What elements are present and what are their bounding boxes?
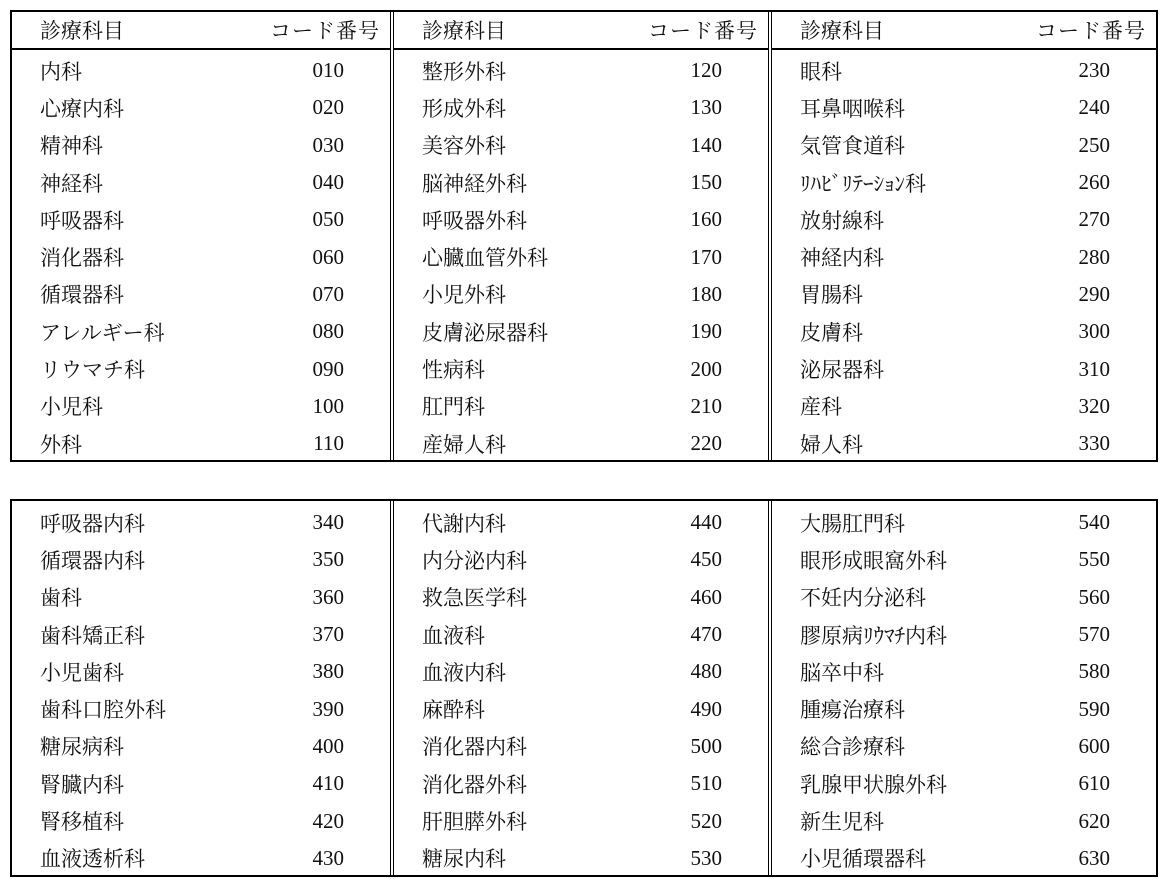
department-name: 婦人科 xyxy=(800,432,863,457)
table-row xyxy=(394,350,768,387)
table-row xyxy=(394,840,768,877)
department-code: 540 xyxy=(1078,510,1110,535)
table-row xyxy=(772,653,1156,690)
department-code: 400 xyxy=(312,733,344,758)
department-code: 510 xyxy=(690,771,722,796)
department-code: 310 xyxy=(1078,356,1110,381)
department-code: 160 xyxy=(690,207,722,232)
table-row xyxy=(772,238,1156,275)
department-name: 産科 xyxy=(800,395,842,420)
department-code: 370 xyxy=(312,622,344,647)
table-row xyxy=(12,164,390,201)
department-code-table-2 xyxy=(10,499,1158,877)
department-name: 循環器内科 xyxy=(40,548,145,573)
department-name: 精神科 xyxy=(40,134,103,159)
department-name: 歯科矯正科 xyxy=(40,623,145,648)
table-row xyxy=(394,541,768,578)
department-code: 590 xyxy=(1078,696,1110,721)
table-row xyxy=(12,840,390,877)
department-code: 340 xyxy=(312,510,344,535)
department-name: 呼吸器外科 xyxy=(422,208,527,233)
table-row xyxy=(772,164,1156,201)
department-code: 060 xyxy=(312,244,344,269)
table-row xyxy=(12,616,390,653)
table-row xyxy=(772,541,1156,578)
department-code: 440 xyxy=(690,510,722,535)
table2-column-3 xyxy=(768,501,1156,875)
department-code: 070 xyxy=(312,281,344,306)
table-row xyxy=(394,276,768,313)
department-name: 産婦人科 xyxy=(422,432,506,457)
table-row xyxy=(772,127,1156,164)
table-row xyxy=(772,89,1156,126)
table-row xyxy=(772,201,1156,238)
table-row xyxy=(394,89,768,126)
department-code: 230 xyxy=(1078,58,1110,83)
department-name: 消化器科 xyxy=(40,246,124,271)
department-code: 120 xyxy=(690,58,722,83)
table-row xyxy=(394,653,768,690)
department-name: 眼科 xyxy=(800,59,842,84)
header-department-label: 診療科目 xyxy=(40,19,124,43)
header-code-label: コード番号 xyxy=(270,19,380,43)
department-name: 不妊内分泌科 xyxy=(800,586,926,611)
column-header xyxy=(12,12,390,50)
department-name: 整形外科 xyxy=(422,59,506,84)
department-name: 代謝内科 xyxy=(422,511,506,536)
department-name: 歯科 xyxy=(40,586,82,611)
department-name: 肛門科 xyxy=(422,395,485,420)
table-row xyxy=(394,425,768,462)
department-name: 麻酔科 xyxy=(422,698,485,723)
department-name: 眼形成眼窩外科 xyxy=(800,548,947,573)
department-code: 190 xyxy=(690,319,722,344)
table-row xyxy=(772,388,1156,425)
table-row xyxy=(394,164,768,201)
department-code: 270 xyxy=(1078,207,1110,232)
department-code-table-1 xyxy=(10,10,1158,462)
department-name: 小児科 xyxy=(40,395,103,420)
header-code-label: コード番号 xyxy=(648,19,758,43)
department-name: 血液科 xyxy=(422,623,485,648)
department-code: 110 xyxy=(313,431,344,456)
department-name: リウマチ科 xyxy=(40,358,145,383)
department-name: 内科 xyxy=(40,59,82,84)
department-code: 140 xyxy=(690,132,722,157)
department-name: 呼吸器内科 xyxy=(40,511,145,536)
table-row xyxy=(12,89,390,126)
department-name: 乳腺甲状腺外科 xyxy=(800,772,947,797)
table-row xyxy=(772,765,1156,802)
department-code: 420 xyxy=(312,808,344,833)
department-name: 美容外科 xyxy=(422,134,506,159)
department-name: 大腸肛門科 xyxy=(800,511,905,536)
department-code: 610 xyxy=(1078,771,1110,796)
table-row xyxy=(12,579,390,616)
table2-column-1 xyxy=(12,501,390,875)
table-row xyxy=(394,201,768,238)
department-code: 450 xyxy=(690,547,722,572)
department-code: 220 xyxy=(690,431,722,456)
table-row xyxy=(394,504,768,541)
department-name: 心臓血管外科 xyxy=(422,246,548,271)
department-name: 形成外科 xyxy=(422,96,506,121)
department-name: 脳卒中科 xyxy=(800,660,884,685)
table-row xyxy=(394,127,768,164)
department-name: 外科 xyxy=(40,432,82,457)
table-row xyxy=(12,504,390,541)
department-name: 血液内科 xyxy=(422,660,506,685)
department-code: 050 xyxy=(312,207,344,232)
department-code: 040 xyxy=(312,170,344,195)
header-code-label: コード番号 xyxy=(1036,19,1146,43)
department-name: 糖尿病科 xyxy=(40,735,124,760)
department-code: 490 xyxy=(690,696,722,721)
department-code: 430 xyxy=(312,845,344,870)
department-code: 150 xyxy=(690,170,722,195)
department-code: 030 xyxy=(312,132,344,157)
department-name: 新生児科 xyxy=(800,810,884,835)
table-row xyxy=(12,690,390,727)
department-code: 020 xyxy=(312,95,344,120)
department-code: 090 xyxy=(312,356,344,381)
table-row xyxy=(772,579,1156,616)
department-code: 580 xyxy=(1078,659,1110,684)
table-row xyxy=(12,425,390,462)
department-code: 550 xyxy=(1078,547,1110,572)
table-row xyxy=(394,616,768,653)
department-name: 循環器科 xyxy=(40,283,124,308)
table-row xyxy=(772,802,1156,839)
department-name: 耳鼻咽喉科 xyxy=(800,96,905,121)
table2-col1-rows xyxy=(12,501,390,877)
table-row xyxy=(772,616,1156,653)
table-row xyxy=(394,690,768,727)
table-row xyxy=(394,579,768,616)
department-name: 小児歯科 xyxy=(40,660,124,685)
table-row xyxy=(12,765,390,802)
department-code: 180 xyxy=(690,281,722,306)
table-row xyxy=(772,504,1156,541)
department-code: 630 xyxy=(1078,845,1110,870)
department-code: 290 xyxy=(1078,281,1110,306)
department-name: 小児循環器科 xyxy=(800,847,926,872)
department-code: 280 xyxy=(1078,244,1110,269)
department-name: 神経内科 xyxy=(800,246,884,271)
department-name: 総合診療科 xyxy=(800,735,905,760)
department-code: 520 xyxy=(690,808,722,833)
department-name: 性病科 xyxy=(422,358,485,383)
department-name: 心療内科 xyxy=(40,96,124,121)
table-row xyxy=(394,728,768,765)
department-code: 460 xyxy=(690,584,722,609)
table-row xyxy=(12,276,390,313)
department-code: 200 xyxy=(690,356,722,381)
department-name: 消化器外科 xyxy=(422,772,527,797)
table-row xyxy=(12,653,390,690)
department-code: 260 xyxy=(1078,170,1110,195)
department-code: 390 xyxy=(312,696,344,721)
department-name: 内分泌内科 xyxy=(422,548,527,573)
table1-col3-rows xyxy=(772,50,1156,462)
department-name: 神経科 xyxy=(40,171,103,196)
table1-column-3 xyxy=(768,12,1156,460)
department-code: 600 xyxy=(1078,733,1110,758)
table1-col2-rows xyxy=(394,50,768,462)
table-row xyxy=(772,350,1156,387)
department-code: 500 xyxy=(690,733,722,758)
department-name: ﾘﾊﾋﾞﾘﾃｰｼｮﾝ科 xyxy=(800,171,926,196)
table-row xyxy=(12,313,390,350)
department-code: 010 xyxy=(312,58,344,83)
table-row xyxy=(394,52,768,89)
table-row xyxy=(394,238,768,275)
department-name: 胃腸科 xyxy=(800,283,863,308)
header-department-label: 診療科目 xyxy=(800,19,884,43)
table-row xyxy=(394,313,768,350)
department-code: 330 xyxy=(1078,431,1110,456)
table-row xyxy=(12,802,390,839)
table1-column-2 xyxy=(390,12,768,460)
department-name: 脳神経外科 xyxy=(422,171,527,196)
department-code: 480 xyxy=(690,659,722,684)
department-code: 170 xyxy=(690,244,722,269)
department-name: 皮膚泌尿器科 xyxy=(422,320,548,345)
department-name: アレルギー科 xyxy=(40,320,165,345)
department-code: 240 xyxy=(1078,95,1110,120)
department-name: 血液透析科 xyxy=(40,847,145,872)
department-code: 560 xyxy=(1078,584,1110,609)
department-code: 530 xyxy=(690,845,722,870)
department-name: 皮膚科 xyxy=(800,320,863,345)
table-row xyxy=(12,127,390,164)
table-row xyxy=(12,350,390,387)
department-code: 410 xyxy=(312,771,344,796)
department-name: 消化器内科 xyxy=(422,735,527,760)
department-code: 570 xyxy=(1078,622,1110,647)
table-row xyxy=(12,388,390,425)
department-name: 腎臓内科 xyxy=(40,772,124,797)
department-name: 歯科口腔外科 xyxy=(40,698,166,723)
department-name: 腎移植科 xyxy=(40,810,124,835)
table-row xyxy=(772,690,1156,727)
department-code: 320 xyxy=(1078,393,1110,418)
department-code: 350 xyxy=(312,547,344,572)
department-code: 250 xyxy=(1078,132,1110,157)
department-name: 糖尿内科 xyxy=(422,847,506,872)
table-row xyxy=(394,765,768,802)
table-row xyxy=(772,840,1156,877)
department-code: 380 xyxy=(312,659,344,684)
table1-col1-rows xyxy=(12,50,390,462)
department-name: 気管食道科 xyxy=(800,134,905,159)
department-code: 360 xyxy=(312,584,344,609)
department-name: 救急医学科 xyxy=(422,586,527,611)
table-row xyxy=(772,728,1156,765)
column-header xyxy=(772,12,1156,50)
table-row xyxy=(772,313,1156,350)
department-name: 肝胆膵外科 xyxy=(422,810,527,835)
table-row xyxy=(12,541,390,578)
department-code: 100 xyxy=(312,393,344,418)
department-name: 呼吸器科 xyxy=(40,208,124,233)
header-department-label: 診療科目 xyxy=(422,19,506,43)
department-code: 080 xyxy=(312,319,344,344)
department-code: 210 xyxy=(690,393,722,418)
column-header xyxy=(394,12,768,50)
department-name: 膠原病ﾘｳﾏﾁ内科 xyxy=(800,623,947,648)
table2-col2-rows xyxy=(394,501,768,877)
table-row xyxy=(394,802,768,839)
table2-column-2 xyxy=(390,501,768,875)
department-code: 300 xyxy=(1078,319,1110,344)
table-row xyxy=(394,388,768,425)
department-name: 腫瘍治療科 xyxy=(800,698,905,723)
table-row xyxy=(12,201,390,238)
department-name: 泌尿器科 xyxy=(800,358,884,383)
table-row xyxy=(12,238,390,275)
department-code: 130 xyxy=(690,95,722,120)
table1-column-1 xyxy=(12,12,390,460)
table-row xyxy=(12,52,390,89)
table-row xyxy=(12,728,390,765)
table-row xyxy=(772,425,1156,462)
table-row xyxy=(772,276,1156,313)
department-name: 小児外科 xyxy=(422,283,506,308)
department-code: 470 xyxy=(690,622,722,647)
department-name: 放射線科 xyxy=(800,208,884,233)
table2-col3-rows xyxy=(772,501,1156,877)
table-row xyxy=(772,52,1156,89)
department-code: 620 xyxy=(1078,808,1110,833)
